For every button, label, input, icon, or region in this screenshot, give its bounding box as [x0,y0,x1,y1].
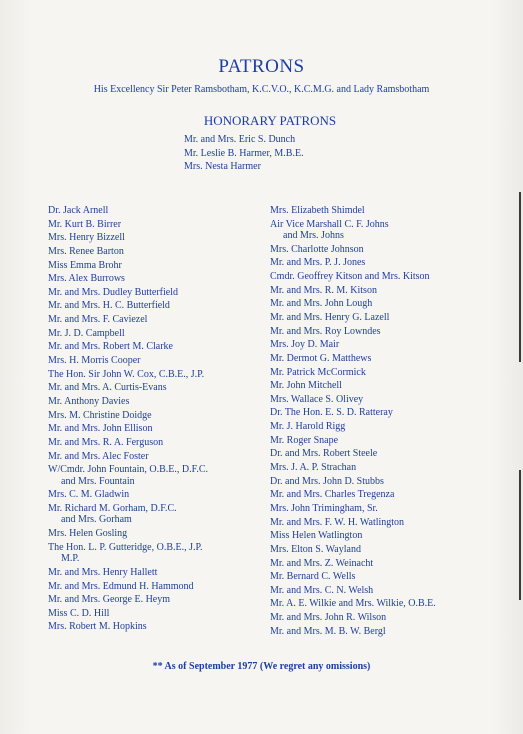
patron-name: Mr. John Mitchell [270,380,342,392]
patron-entry [270,271,495,283]
patron-list-left-column [48,205,263,635]
patron-entry [48,528,263,540]
patron-name: Mr. and Mrs. F. Caviezel [48,314,148,326]
patron-name-continuation: and Mrs. Gorham [61,514,132,526]
patron-entry [270,448,495,460]
patron-name: Mr. Roger Snape [270,434,339,446]
patron-name-continuation: M.P. [61,553,80,565]
patron-entry [48,396,263,408]
patron-entry [48,341,263,353]
patron-entry [48,567,263,579]
patron-entry [48,369,263,381]
patron-entry [270,394,495,406]
patron-name: Mr. and Mrs. R. M. Kitson [270,284,377,296]
patron-name: Mr. Dermot G. Matthews [270,352,372,364]
patrons-title: PATRONS [218,56,305,77]
page-edge-mark [519,470,521,600]
honorary-patrons-title: HONORARY PATRONS [203,113,337,128]
patron-name: Mrs. M. Christine Doidge [48,409,152,421]
patron-name: Mr. and Mrs. John Lough [270,298,373,310]
patron-name: Mrs. Wallace S. Olivey [270,393,364,405]
patron-entry [270,380,495,392]
patron-entry [270,435,495,447]
patron-entry [48,355,263,367]
patron-name: Mr. and Mrs. Charles Tregenza [270,489,395,501]
patron-entry [270,407,495,419]
patron-name: Mrs. C. M. Gladwin [48,489,130,501]
patron-entry [270,489,495,501]
patron-name: Mrs. Alex Burrows [48,273,125,285]
patron-entry [270,598,495,610]
patron-entry [48,382,263,394]
patron-entry [270,421,495,433]
patron-name: Mr. and Mrs. John Ellison [48,423,153,435]
patron-name: Mrs. Elizabeth Shimdel [270,205,365,216]
patron-entry [48,314,263,326]
patron-name: Miss Emma Brohr [48,259,122,271]
patron-name: Air Vice Marshall C. F. Johns [270,218,389,230]
patron-entry [270,285,495,297]
patron-entry [48,246,263,258]
patron-name: Mr. and Mrs. Robert M. Clarke [48,341,173,353]
patron-name: Mr. and Mrs. John R. Wilson [270,612,387,624]
patron-name-continuation: and Mrs. Johns [283,230,344,242]
patron-name: Mrs. Robert M. Hopkins [48,621,147,633]
patron-name: Mr. and Mrs. Henry G. Lazell [270,311,390,323]
patron-name: Mr. and Mrs. F. W. H. Watlington [270,516,405,528]
patron-entry [270,219,495,242]
patron-name: Mr. and Mrs. A. Curtis-Evans [48,382,167,394]
patron-name: Dr. and Mrs. Robert Steele [270,448,378,460]
patron-name: Mr. and Mrs. Dudley Butterfield [48,286,178,298]
patron-entry [48,287,263,299]
patron-entry [270,612,495,624]
patron-name: Mr. Kurt B. Birrer [48,218,122,230]
patron-name: Mr. and Mrs. George E. Heym [48,594,171,606]
patron-name: Dr. The Hon. E. S. D. Ratteray [270,407,393,419]
patron-name: Miss Helen Watlington [270,530,363,542]
patron-name: Mrs. John Trimingham, Sr. [270,502,378,514]
patron-name: Mr. Bernard C. Wells [270,571,356,583]
patron-name: Mrs. Elton S. Wayland [270,543,361,555]
patron-name: Mr. and Mrs. P. J. Jones [270,257,366,269]
patron-name: Mrs. J. A. P. Strachan [270,462,357,474]
patron-name: W/Cmdr. John Fountain, O.B.E., D.F.C. [48,464,209,476]
patron-entry [48,581,263,593]
honorary-patrons-list [184,133,304,174]
patrons-subtitle: His Excellency Sir Peter Ramsbotham, K.C.V.O., K.C.M.G. and Lady Ramsbotham [93,84,430,95]
patron-name: Mr. and Mrs. M. B. W. Bergl [270,625,386,637]
honorary-patron-name: Mr. Leslie B. Harmer, M.B.E. [184,147,304,159]
patron-name: Mr. and Mrs. Edmund H. Hammond [48,580,194,592]
patron-name: Mr. J. D. Campbell [48,327,125,339]
patron-name: Mrs. Charlotte Johnson [270,243,364,255]
patron-entry [48,594,263,606]
patron-name: Mr. and Mrs. R. A. Ferguson [48,436,164,448]
patron-name: Dr. and Mrs. John D. Stubbs [270,475,384,487]
honorary-patron-name: Mr. and Mrs. Eric S. Dunch [184,134,296,145]
patron-entry [270,517,495,529]
patron-entry [270,244,495,256]
patron-name: Miss C. D. Hill [48,607,110,619]
patron-entry [48,232,263,244]
patron-name: Cmdr. Geoffrey Kitson and Mrs. Kitson [270,271,430,283]
patron-list-right-column [270,205,495,639]
patron-name-continuation: and Mrs. Fountain [61,475,135,487]
patron-entry [48,608,263,620]
patron-entry [48,410,263,422]
patron-name: Mr. J. Harold Rigg [270,421,346,433]
patron-entry [270,544,495,556]
patron-entry [270,571,495,583]
patron-entry [48,300,263,312]
patron-entry [48,260,263,272]
patron-entry [270,476,495,488]
patron-entry [270,353,495,365]
patron-name: Mr. A. E. Wilkie and Mrs. Wilkie, O.B.E. [270,598,436,610]
patron-name: Mrs. H. Morris Cooper [48,355,141,367]
patron-entry [270,367,495,379]
patron-entry [48,328,263,340]
patron-entry [270,205,495,217]
patron-entry [270,530,495,542]
patron-entry [270,503,495,515]
patron-entry [48,464,263,487]
patron-name: Mr. and Mrs. Alec Foster [48,450,149,462]
honorary-patron-name: Mrs. Nesta Harmer [184,161,261,173]
patron-entry [270,462,495,474]
patron-entry [48,437,263,449]
patron-name: Dr. Jack Arnell [48,205,109,216]
patron-entry [270,312,495,324]
patron-entry [48,273,263,285]
patron-name: Mr. and Mrs. H. C. Butterfield [48,300,170,312]
patron-name: Mr. Richard M. Gorham, D.F.C. [48,502,177,514]
patron-entry [48,423,263,435]
footnote: ** As of September 1977 (We regret any omissions) [152,661,371,672]
patron-entry [48,542,263,565]
patron-entry [48,489,263,501]
patron-name: Mrs. Helen Gosling [48,528,128,540]
patron-name: Mr. Anthony Davies [48,395,130,407]
patron-entry [48,451,263,463]
patron-entry [270,326,495,338]
patron-entry [270,339,495,351]
patron-name: Mrs. Joy D. Mair [270,339,340,351]
patron-name: Mr. and Mrs. Henry Hallett [48,566,158,578]
patron-name: Mrs. Henry Bizzell [48,232,125,244]
patron-entry [270,558,495,570]
patron-entry [270,257,495,269]
patron-entry [48,219,263,231]
patron-name: The Hon. L. P. Gutteridge, O.B.E., J.P. [48,541,203,553]
patron-entry [270,626,495,638]
patron-name: The Hon. Sir John W. Cox, C.B.E., J.P. [48,368,205,380]
page-edge-mark [519,192,521,362]
patron-entry [48,621,263,633]
patron-name: Mrs. Renee Barton [48,245,124,257]
patron-entry [48,503,263,526]
patron-name: Mr. and Mrs. Z. Weinacht [270,557,374,569]
patron-entry [270,298,495,310]
patron-entry [48,205,263,217]
patron-name: Mr. and Mrs. C. N. Welsh [270,584,374,596]
patron-name: Mr. Patrick McCormick [270,366,366,378]
patron-name: Mr. and Mrs. Roy Lowndes [270,325,381,337]
patron-entry [270,585,495,597]
